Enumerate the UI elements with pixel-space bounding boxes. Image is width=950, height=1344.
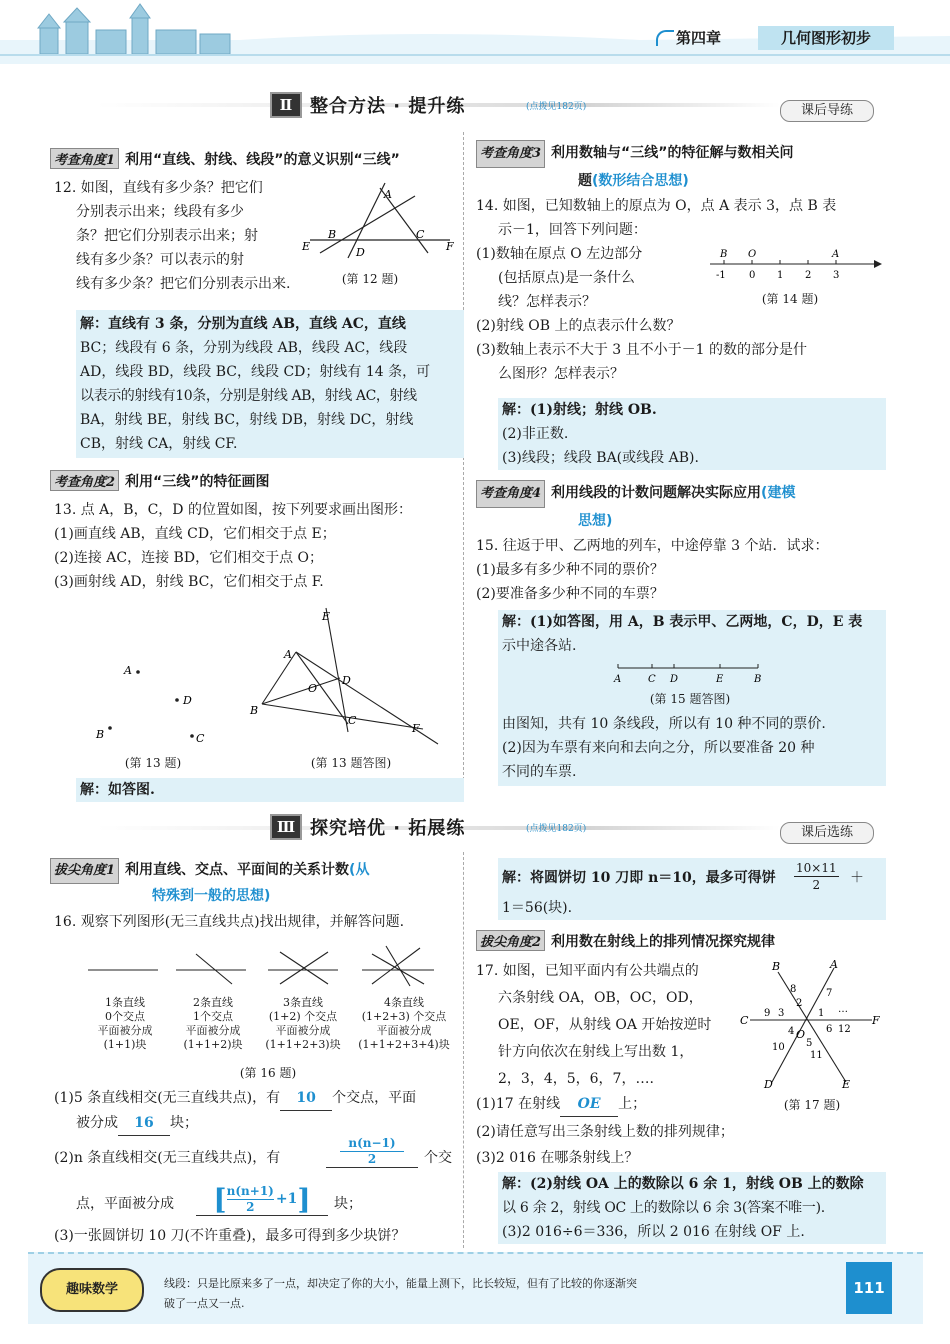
fig17-label: F (872, 1014, 880, 1027)
fig13-label: D (183, 694, 192, 707)
q17-blank: OE (560, 1092, 618, 1117)
angle-4-title: 利用线段的计数问题解决实际应用 (551, 485, 762, 501)
fig16-cap-line: (1+2) 个交点 (268, 1010, 338, 1023)
fig16-cap-line: 0个交点 (105, 1010, 145, 1023)
q16-text: 16. 观察下列图形(无三直线共点)找出规律，并解答问题. (54, 914, 405, 930)
q16-blank-3-num: n(n−1) (340, 1136, 404, 1152)
q16-answer-den: 2 (812, 878, 821, 892)
fig17-label: O (796, 1028, 806, 1041)
q16-p1-b: 个交点，平面 (332, 1090, 417, 1106)
fig13a-label: F (412, 722, 420, 735)
fig16-cap-line: 1个交点 (193, 1010, 233, 1023)
q14-line: (1)数轴在原点 O 左边部分 (476, 246, 643, 262)
footer-text-line: 线段：只是比原来多了一点，却决定了你的大小，能量上测下，比长较短，但有了比较的你逐渐突 (164, 1277, 637, 1290)
fig12-label: F (446, 240, 454, 253)
q12-text (54, 176, 314, 296)
fig16-cap-line: 3条直线 (283, 996, 323, 1009)
fig13a-label: E (322, 610, 331, 623)
q17-answer-line: 以 6 余 2，射线 OC 上的数除以 6 余 3(答案不唯一). (502, 1200, 825, 1216)
fig12-caption: (第 12 题) (341, 272, 399, 286)
angle-4-heading (476, 480, 886, 534)
fig12-diagram (300, 178, 460, 278)
fig14-number-line (706, 244, 886, 286)
fig17-diagram (738, 958, 884, 1090)
q17-part2: (2)请任意写出三条射线上数的排列规律； (476, 1124, 734, 1140)
q16-answer-a: 解：将圆饼切 10 刀即 n＝10，最多可得饼 (502, 870, 776, 886)
fig16-cap-line: (1+1+2)块 (183, 1038, 243, 1051)
q13-line: (3)画射线 AD，射线 BC，它们相交于点 F. (54, 574, 324, 590)
q17-answer-line: (3)2 016÷6＝336，所以 2 016 在射线 OF 上. (502, 1224, 805, 1240)
fig16-cap-line: 平面被分成 (376, 1024, 432, 1037)
fig17-label: D (764, 1078, 773, 1090)
q13-line: (1)画直线 AB，直线 CD，它们相交于点 E； (54, 526, 336, 542)
fig14-tick: 2 (805, 270, 812, 281)
q12-line: 12. 如图，直线有多少条？把它们 (54, 180, 263, 196)
fig17-number: 8 (790, 984, 797, 995)
fig16-cap-line: 1条直线 (105, 996, 145, 1009)
fig17-number: 5 (806, 1038, 813, 1049)
q15-answer-line: (2)因为车票有来向和去向之分，所以要准备 20 种 (502, 740, 815, 756)
q15-answer-cont (502, 712, 882, 784)
fig17-number: … (838, 1004, 848, 1015)
q14-answer-line: (2)非正数. (502, 426, 569, 442)
section-2-hint: (点拨见182页) (526, 102, 587, 112)
q12-answer-line: BA，射线 BE，射线 BC，射线 DB，射线 DC，射线 (80, 412, 414, 428)
q16-blank-4-den: 2 (246, 1200, 255, 1214)
angle-4-highlight-1: (建模 (761, 485, 796, 501)
boost-2-heading (476, 930, 775, 951)
fig17-number: 11 (810, 1050, 823, 1061)
q16-blank-3-den: 2 (367, 1152, 377, 1166)
q17-p1-a: (1)17 在射线 (476, 1096, 561, 1112)
q14-answer-line: 解：(1)射线；射线 OB. (502, 402, 657, 418)
footer-logo-text: 趣味数学 (65, 1282, 118, 1297)
fig12-label: C (416, 228, 425, 241)
fig17-number: 12 (838, 1024, 851, 1035)
chapter-title: 几何图形初步 (758, 26, 894, 50)
angle-3-heading (476, 140, 886, 194)
fig16-cap-line: (1+2+3) 个交点 (361, 1010, 447, 1023)
q17-part1 (476, 1092, 646, 1117)
q16-answer-b: ＋ (850, 870, 864, 886)
fig16-caption-4 (352, 996, 456, 1052)
angle-1-title: 利用“直线、射线、线段”的意义识别“三线” (125, 152, 400, 168)
q12-answer-line: 以表示的射线有10条，分别是射线 AB，射线 AC，射线 (80, 388, 417, 404)
q17-line: 六条射线 OA，OB，OC，OD， (498, 990, 703, 1006)
fig14-tick: 1 (777, 270, 784, 281)
fig17-caption: (第 17 题) (783, 1098, 841, 1112)
q16-answer (498, 858, 886, 920)
q17-answer (498, 1172, 886, 1244)
q12-line: 分别表示出来；线段有多少 (76, 204, 244, 220)
boost-1-highlight-1: (从 (349, 862, 370, 878)
q16-answer-num: 10×11 (796, 861, 837, 875)
q16-part3: (3)一张圆饼切 10 刀(不许重叠)，最多可得到多少块饼？ (54, 1228, 406, 1244)
q15-answer-line: 示中途各站. (502, 638, 577, 654)
fig13-points (90, 650, 220, 750)
q16-blank-4-num: n(n+1) (226, 1184, 274, 1198)
angle-3-title-1: 利用数轴与“三线”的特征解与数相关问 (551, 145, 794, 161)
fig14-caption: (第 14 题) (761, 292, 819, 306)
q14-line: (3)数轴上表示不大于 3 且不小于－1 的数的部分是什 (476, 342, 807, 358)
fig13-label: B (96, 728, 105, 741)
q17-answer-line: 解：(2)射线 OA 上的数除以 6 余 1，射线 OB 上的数除 (502, 1176, 864, 1192)
q16-blank-3 (326, 1136, 418, 1168)
fig13-caption: (第 13 题) (124, 756, 182, 770)
column-divider-top (463, 132, 464, 800)
fig17-number: 1 (818, 1008, 825, 1019)
fig15-label: E (716, 674, 724, 685)
q16-p1-d: 块； (170, 1115, 198, 1131)
q16-p1-c: 被分成 (76, 1115, 118, 1131)
q17-part3: (3)2 016 在哪条射线上？ (476, 1150, 639, 1166)
fig16-cap-line: 2条直线 (193, 996, 233, 1009)
fig17-number: 6 (826, 1024, 833, 1035)
section-3-pill: 课后选练 (780, 822, 874, 844)
boost-1-highlight-2: 特殊到一般的思想) (152, 888, 271, 904)
fig17-number: 10 (772, 1042, 785, 1053)
fig13a-label: B (250, 704, 259, 717)
angle-1-heading (50, 148, 400, 169)
boost-1-title: 利用直线、交点、平面间的关系计数 (125, 862, 350, 878)
q15-line: (2)要准备多少种不同的车票？ (476, 586, 664, 602)
q14-answer-line: (3)线段；线段 BA(或线段 AB). (502, 450, 699, 466)
fig17-label: A (830, 958, 838, 971)
q16-p2-c: 点，平面被分成 (76, 1196, 174, 1212)
q17-line: 针方向依次在射线上写出数 1， (498, 1044, 694, 1060)
q14-answer (498, 398, 886, 470)
q13-answer: 解：如答图. (76, 778, 464, 802)
page-number: 111 (846, 1262, 892, 1314)
q14-line: 线？怎样表示？ (498, 294, 596, 310)
fig15-label: A (614, 674, 622, 685)
fig14-top-label: O (748, 249, 757, 260)
section-3-title: 探究培优 · 拓展练 (310, 818, 466, 839)
bracket-left-icon: [ (213, 1182, 227, 1216)
fig12-label: E (302, 240, 311, 253)
q16-part1 (54, 1086, 459, 1136)
q12-answer-line: BC；线段有 6 条，分别为线段 AB，线段 AC，线段 (80, 340, 408, 356)
fig13a-label: A (284, 648, 292, 661)
fig16-caption-3 (256, 996, 350, 1052)
q17-line: OE，OF，从射线 OA 开始按逆时 (498, 1017, 712, 1033)
chapter-number: 第四章 (676, 29, 722, 47)
fig16-caption-2 (168, 996, 258, 1052)
fig16-cap-line: 平面被分成 (185, 1024, 241, 1037)
q12-answer-line: 解：直线有 3 条，分别为直线 AB，直线 AC，直线 (80, 316, 406, 332)
section-3-number: Ⅲ (270, 814, 302, 840)
boost-2-tag: 拔尖角度2 (476, 930, 545, 951)
fig13a-label: D (342, 674, 351, 687)
fig13-label: A (124, 664, 132, 677)
q12-answer (76, 310, 464, 458)
fig16-diagram (80, 944, 460, 988)
boost-1-heading (50, 858, 460, 908)
q16-blank-1: 10 (280, 1086, 332, 1111)
fig16-cap-line: 平面被分成 (97, 1024, 153, 1037)
q16-p1-a: (1)5 条直线相交(无三直线共点)，有 (54, 1090, 281, 1106)
q12-line: 线有多少条？把它们分别表示出来. (76, 276, 291, 292)
footer-logo (40, 1268, 144, 1312)
bracket-right-icon: ] (297, 1182, 311, 1216)
fig14-tick: -1 (716, 270, 726, 281)
q12-answer-line: AD，线段 BD，线段 BC，线段 CD；射线有 14 条，可 (80, 364, 431, 380)
fig16-cap-line: 4条直线 (384, 996, 424, 1009)
q17-line: 2，3，4，5，6，7，…. (498, 1071, 654, 1087)
section-2-pill: 课后导练 (780, 100, 874, 122)
fig16-caption: (第 16 题) (239, 1066, 297, 1080)
fig12-label: D (356, 246, 365, 259)
boost-1-tag: 拔尖角度1 (50, 858, 119, 884)
angle-4-tag: 考查角度4 (476, 480, 545, 508)
fig15-caption: (第 15 题答图) (649, 692, 731, 706)
fig16-cap-line: (1+1+2+3)块 (265, 1038, 341, 1051)
fig14-top-label: B (720, 249, 728, 260)
q17-line: 17. 如图，已知平面内有公共端点的 (476, 963, 699, 979)
q15-text (476, 534, 886, 606)
q16-blank-2: 16 (118, 1111, 170, 1136)
fig16-cap-line: (1+1)块 (103, 1038, 147, 1051)
footer-text (164, 1274, 834, 1314)
fig17-label: E (842, 1078, 851, 1090)
fig17-number: 7 (826, 988, 833, 999)
fig17-number: 2 (796, 998, 803, 1009)
fig15-label: D (670, 674, 679, 685)
angle-2-tag: 考查角度2 (50, 470, 119, 491)
fig16-caption-1 (80, 996, 170, 1052)
q12-line: 线有多少条？可以表示的射 (76, 252, 244, 268)
q16-answer-frac (794, 860, 839, 893)
q15-answer-line: 不同的车票. (502, 764, 577, 780)
fig16-cap-line: 平面被分成 (275, 1024, 331, 1037)
angle-1-tag: 考查角度1 (50, 148, 119, 169)
q13-line: 13. 点 A，B，C，D 的位置如图，按下列要求画出图形： (54, 502, 412, 518)
q15-line: 15. 往返于甲、乙两地的列车，中途停靠 3 个站．试求： (476, 538, 829, 554)
section-2-title: 整合方法 · 提升练 (310, 96, 466, 117)
q15-answer-line: 由图知，共有 10 条线段，所以有 10 种不同的票价. (502, 716, 826, 732)
section-3-hint: (点拨见182页) (526, 824, 587, 834)
column-divider-bottom (463, 852, 464, 1248)
angle-2-heading (50, 470, 269, 491)
chapter-arrow-icon (656, 30, 674, 46)
fig15-segment (608, 658, 768, 688)
fig13a-label: C (348, 714, 357, 727)
q17-p1-b: 上； (618, 1096, 647, 1112)
angle-2-title: 利用“三线”的特征画图 (125, 474, 270, 490)
q15-answer-line: 解：(1)如答图，用 A，B 表示甲、乙两地，C，D，E 表 (502, 614, 863, 630)
fig17-number: 3 (778, 1008, 785, 1019)
angle-3-tag: 考查角度3 (476, 140, 545, 168)
q14-line: 示－1，回答下列问题： (498, 222, 647, 238)
q16-blank-4-plus: +1 (275, 1191, 298, 1207)
q17-text (476, 958, 746, 1093)
fig17-label: C (740, 1014, 749, 1027)
section-2-number: Ⅱ (270, 92, 302, 118)
fig14-top-label: A (832, 249, 840, 260)
fig12-label: B (328, 228, 337, 241)
q14-line: 14. 如图，已知数轴上的原点为 O，点 A 表示 3，点 B 表 (476, 198, 837, 214)
angle-3-title-2: 题 (578, 173, 592, 189)
q16-p2-d: 块； (334, 1196, 362, 1212)
fig12-label: A (384, 188, 392, 201)
fig13a-label: O (308, 682, 318, 695)
fig13-answer-caption: (第 13 题答图) (310, 756, 392, 770)
q15-line: (1)最多有多少种不同的票价？ (476, 562, 664, 578)
angle-4-highlight-2: 思想) (578, 513, 613, 529)
fig14-tick: 3 (833, 270, 840, 281)
q13-line: (2)连接 AC，连接 BD，它们相交于点 O； (54, 550, 323, 566)
q16-p2-b: 个交 (424, 1150, 452, 1166)
q16-blank-4 (196, 1184, 328, 1216)
q14-line: 么图形？怎样表示？ (498, 366, 624, 382)
angle-3-highlight: (数形结合思想) (592, 173, 689, 189)
q12-answer-line: CB，射线 CA，射线 CF. (80, 436, 238, 452)
fig17-number: 4 (788, 1026, 795, 1037)
q14-line: (包括原点)是一条什么 (498, 270, 635, 286)
q16-p2-a: (2)n 条直线相交(无三直线共点)，有 (54, 1150, 281, 1166)
footer-text-line: 破了一点又一点. (164, 1297, 245, 1310)
fig16-cap-line: (1+1+2+3+4)块 (358, 1038, 450, 1051)
fig17-label: B (772, 960, 781, 973)
fig13-label: C (196, 732, 205, 745)
fig15-label: B (754, 674, 762, 685)
fig14-tick: 0 (749, 270, 756, 281)
q16-answer-c: 1＝56(块). (502, 900, 573, 916)
fig17-number: 9 (764, 1008, 771, 1019)
q14-line: (2)射线 OB 上的点表示什么数？ (476, 318, 681, 334)
q12-line: 条？把它们分别表示出来；射 (76, 228, 258, 244)
fig13-answer-diagram (248, 604, 448, 750)
fig15-label: C (648, 674, 656, 685)
boost-2-title: 利用数在射线上的排列情况探究规律 (551, 934, 776, 950)
q13-text (54, 498, 459, 594)
